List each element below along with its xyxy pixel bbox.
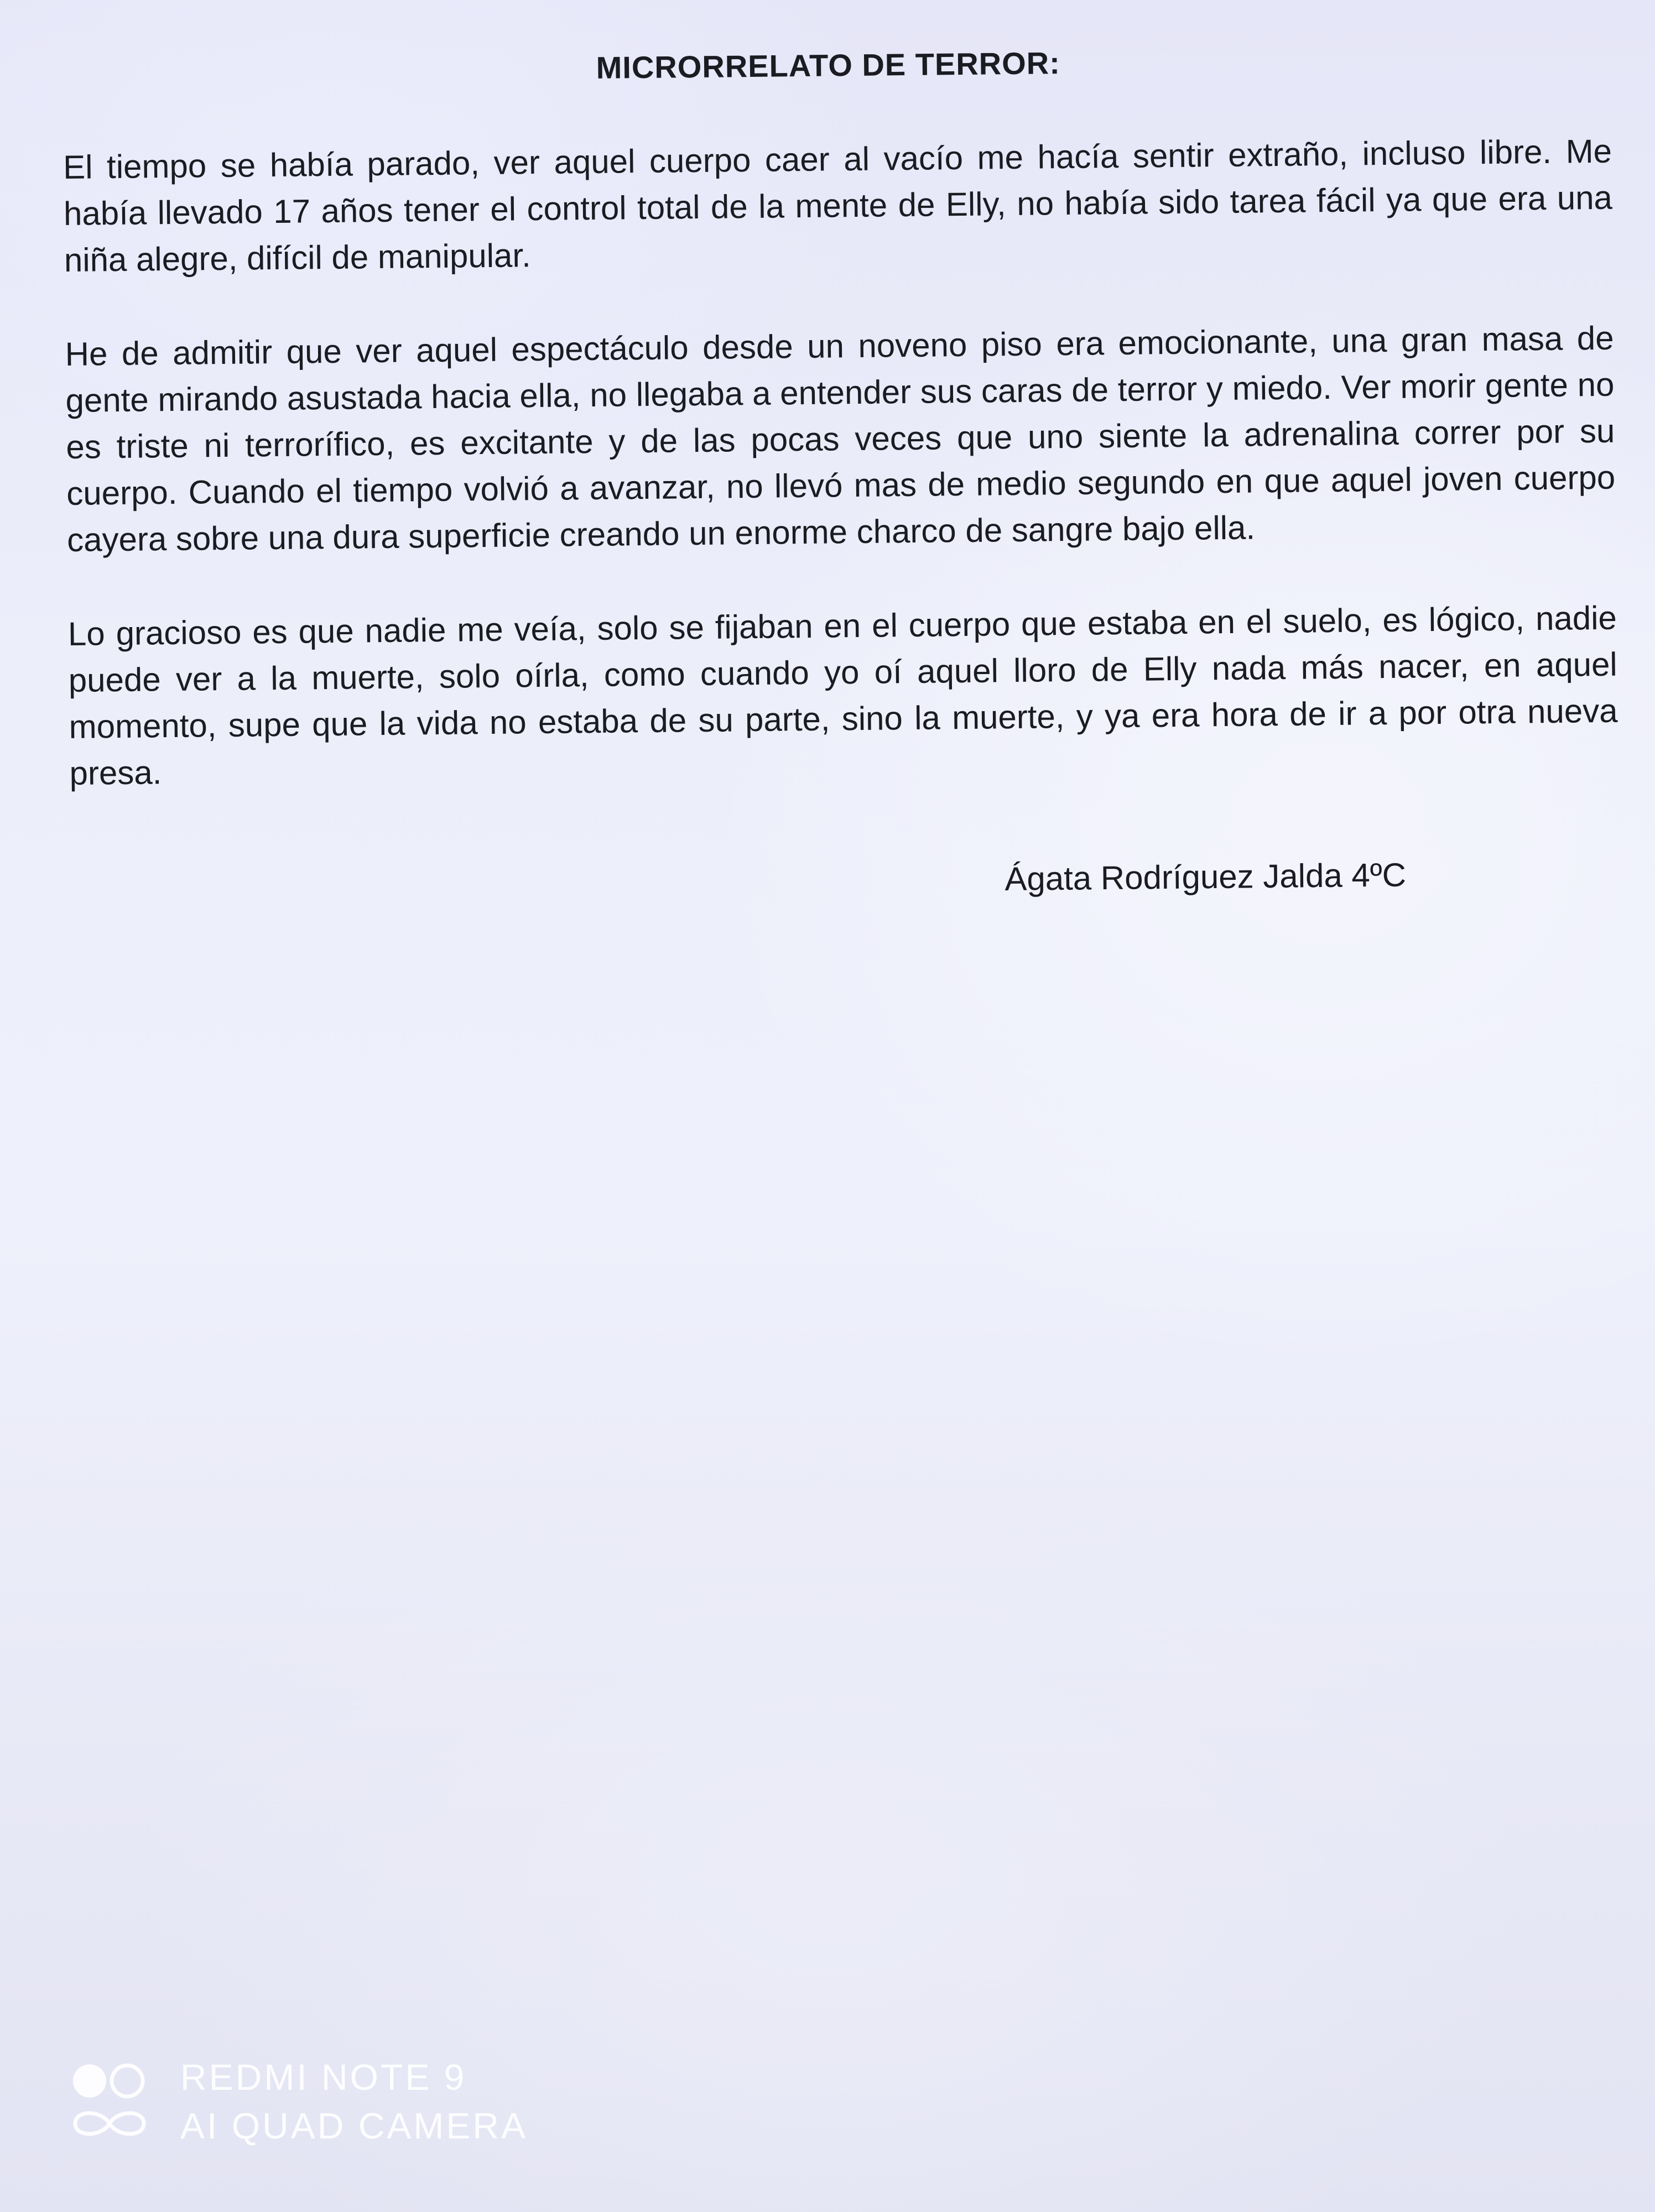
watermark-line-2: AI QUAD CAMERA [180, 2105, 528, 2146]
watermark-line-1: REDMI NOTE 9 [180, 2057, 467, 2098]
paragraph-3: Lo gracioso es que nadie me veía, solo se fijaban en el cuerpo que estaba en el suelo, es lógico, nadie puede ver a la muerte, solo oírla, como cuando yo oí aquel lloro de Elly nada más nacer, en aquel momento, supe que la vida no estaba de su parte, sino la muerte, y ya era hora de ir a por otra nueva presa. [67, 599, 1618, 792]
camera-watermark [71, 2053, 528, 2150]
document-title: MICRORRELATO DE TERROR: [596, 45, 1061, 85]
watermark-text [180, 2053, 528, 2150]
author-signature: Ágata Rodríguez Jalda 4ºC [1005, 856, 1407, 898]
quad-camera-logo-icon [71, 2060, 148, 2143]
paragraph-1: El tiempo se había parado, ver aquel cuerpo caer al vacío me hacía sentir extraño, incluso libre. Me había llevado 17 años tener el control total de la mente de Elly, no había sido tarea fácil ya que era una niña alegre, difícil de manipular. [63, 132, 1613, 279]
paragraph-2: He de admitir que ver aquel espectáculo desde un noveno piso era emocionante, una gran masa de gente mirando asustada hacia ella, no llegaba a entender sus caras de terror y miedo. Ver morir gente no es triste ni terrorífico, es excitante y de las pocas veces que uno siente la adrenalina correr por su cuerpo. Cuando el tiempo volvió a avanzar, no llevó mas de medio segundo en que aquel joven cuerpo cayera sobre una dura superficie creando un enorme charco de sangre bajo ella. [65, 319, 1616, 559]
document-body [62, 39, 1619, 844]
